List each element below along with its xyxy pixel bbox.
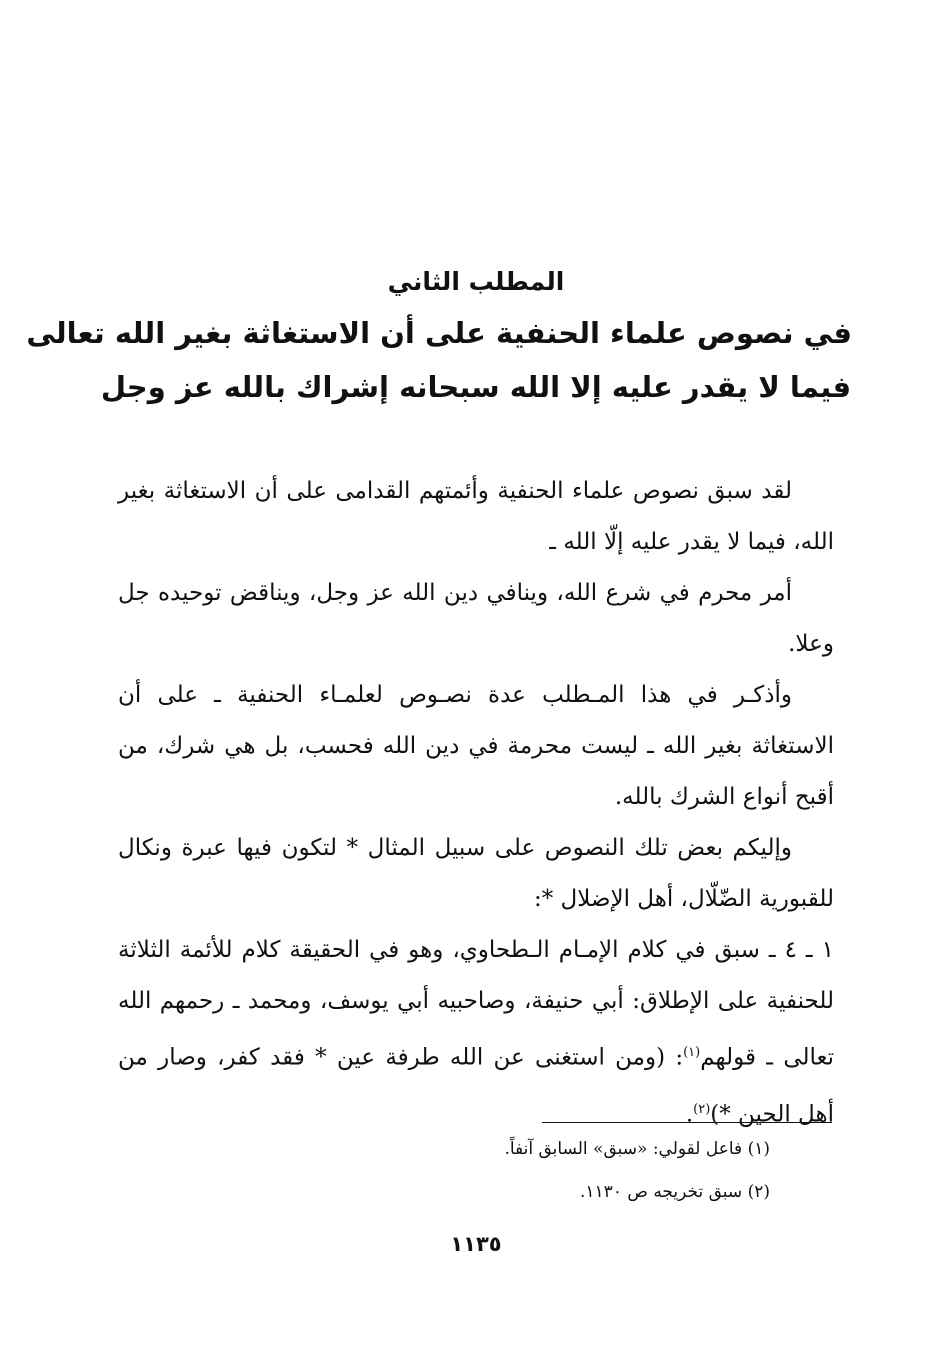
paragraph-5-part-a: ١ ـ ٤ ـ سبق في كلام الإمـام الـطحاوي، وهو في الحقيقة كلام للأئمة الثلاثة للحنفية على الإطلاق: أبي حنيفة، وصاحبيه أبي يوسف، ومحمد ـ رحمهم الله تعالى ـ قولهم xyxy=(118,937,835,1071)
paragraph-5-quote: : (ومن استغنى عن الله طرفة عين * فقد كفر، وصار من أهل الحين *) xyxy=(118,1044,834,1128)
paragraph-3: وأذكـر في هذا المـطلب عدة نصـوص لعلمـاء الحنفية ـ على أن الاستغاثة بغير الله ـ ليست محرمة في دين الله فحسب، بل هي شرك، من أقبح أنواع الشرك بالله. xyxy=(118,682,834,810)
body-text xyxy=(118,466,834,1140)
section-title-line-2: فيما لا يقدر عليه إلا الله سبحانه إشراك بالله عز وجل xyxy=(100,370,852,404)
footnote-2: (٢) سبق تخريجه ص ١١٣٠. xyxy=(580,1182,770,1202)
paragraph-2: أمر محرم في شرع الله، وينافي دين الله عز وجل، ويناقض توحيده جل وعلا. xyxy=(118,580,834,657)
section-title-line-1: في نصوص علماء الحنفية على أن الاستغاثة بغير الله تعالى xyxy=(26,316,852,350)
paragraph-1: لقد سبق نصوص علماء الحنفية وأئمتهم القدامى على أن الاستغاثة بغير الله، فيما لا يقدر عليه إلّا الله ـ xyxy=(118,478,834,555)
footnote-1: (١) فاعل لقولي: «سبق» السابق آنفاً. xyxy=(504,1139,770,1159)
page-number: ١١٣٥ xyxy=(450,1232,502,1256)
paragraph-5 xyxy=(118,925,834,1140)
footnote-divider xyxy=(542,1122,832,1123)
footnote-ref-2: (٢) xyxy=(693,1101,711,1117)
paragraph-5-end: . xyxy=(685,1101,694,1128)
paragraph-4: وإليكم بعض تلك النصوص على سبيل المثال * لتكون فيها عبرة ونكال للقبورية الضّلّال، أهل الإضلال *: xyxy=(118,835,834,912)
footnote-ref-1: (١) xyxy=(683,1045,701,1060)
section-label: المطلب الثاني xyxy=(387,267,565,296)
footnotes xyxy=(310,1128,770,1214)
section-heading xyxy=(26,262,852,414)
